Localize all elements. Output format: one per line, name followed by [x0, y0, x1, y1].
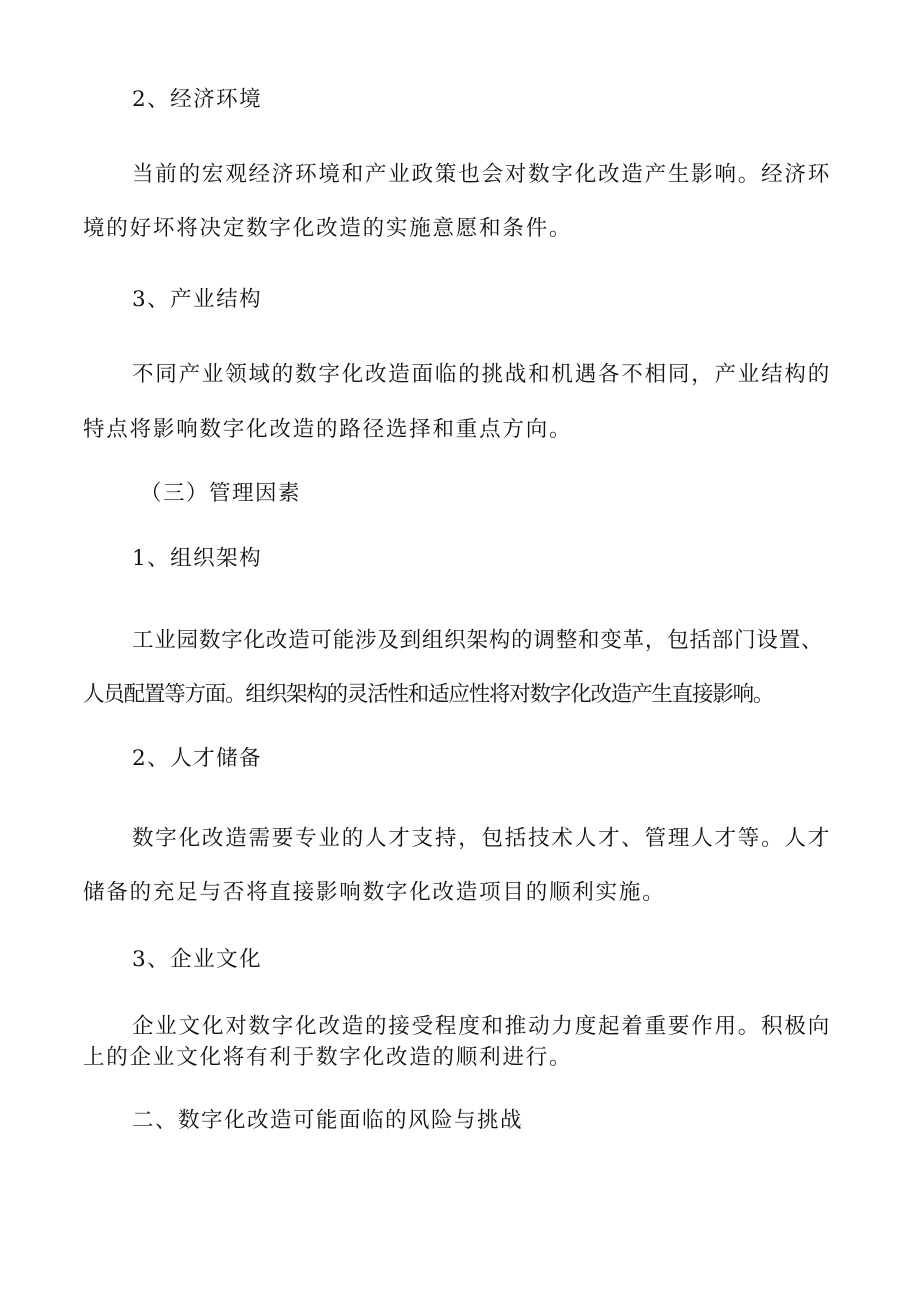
paragraph-org-structure-line-2: 人员配置等方面。组织架构的灵活性和适应性将对数字化改造产生直接影响。 [83, 682, 774, 707]
heading-corporate-culture: 3、企业文化 [132, 947, 263, 972]
section-management-factors: （三）管理因素 [140, 481, 302, 506]
paragraph-economic-environment-line-2: 境的好坏将决定数字化改造的实施意愿和条件。 [83, 216, 573, 241]
paragraph-economic-environment-line-1: 当前的宏观经济环境和产业政策也会对数字化改造产生影响。经济环 [132, 162, 832, 187]
paragraph-talent-reserve-line-2: 储备的充足与否将直接影响数字化改造项目的顺利实施。 [83, 880, 666, 905]
paragraph-industry-structure-line-1: 不同产业领域的数字化改造面临的挑战和机遇各不相同，产业结构的 [132, 362, 832, 387]
chapter-risks-challenges: 二、数字化改造可能面临的风险与挑战 [132, 1108, 524, 1133]
paragraph-corporate-culture-line-1: 企业文化对数字化改造的接受程度和推动力度起着重要作用。积极向 [132, 1014, 832, 1039]
heading-org-structure: 1、组织架构 [132, 546, 263, 571]
heading-industry-structure: 3、产业结构 [132, 287, 263, 312]
heading-economic-environment: 2、经济环境 [132, 87, 263, 112]
heading-talent-reserve: 2、人才储备 [132, 746, 263, 771]
paragraph-corporate-culture-line-2: 上的企业文化将有利于数字化改造的顺利进行。 [83, 1045, 573, 1070]
paragraph-talent-reserve-line-1: 数字化改造需要专业的人才支持，包括技术人才、管理人才等。人才 [132, 826, 832, 851]
paragraph-org-structure-line-1: 工业园数字化改造可能涉及到组织架构的调整和变革，包括部门设置、 [132, 628, 824, 653]
paragraph-industry-structure-line-2: 特点将影响数字化改造的路径选择和重点方向。 [83, 417, 573, 442]
